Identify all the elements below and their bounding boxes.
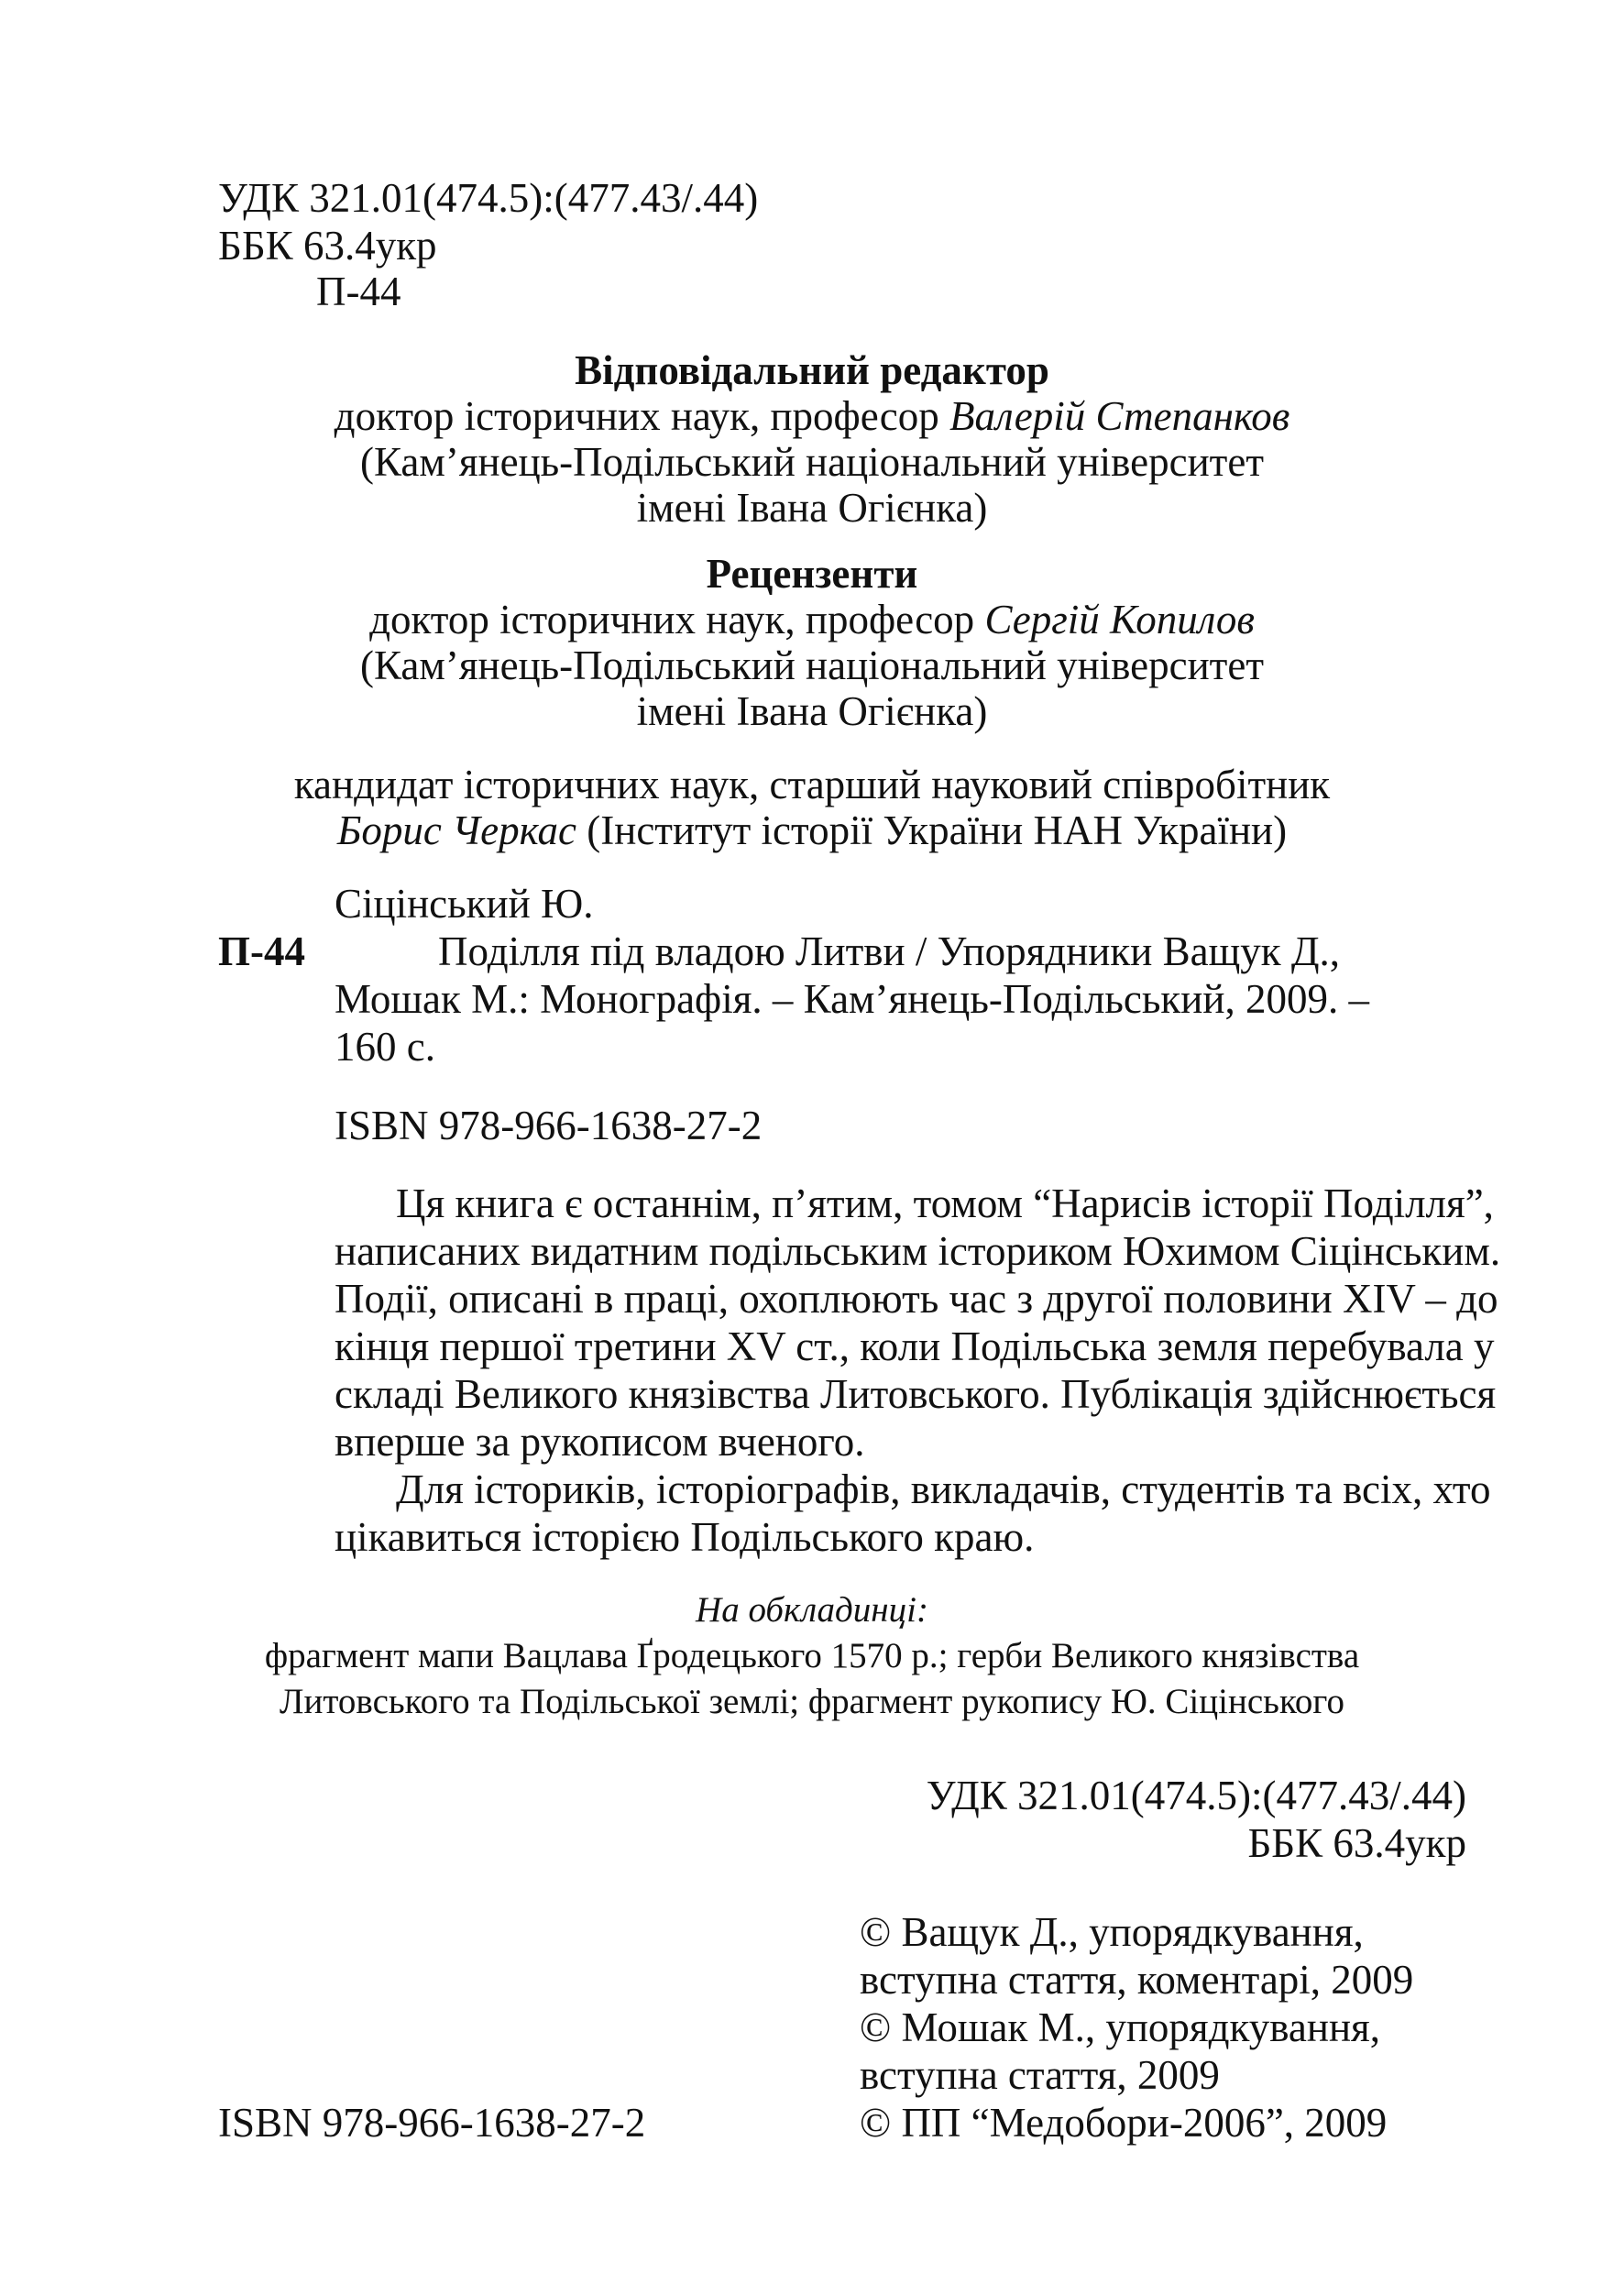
catalog-author: Сіцінський Ю.	[335, 881, 594, 927]
udk-code-top: УДК 321.01(474.5):(477.43/.44)	[218, 175, 759, 221]
udk-code-bottom: УДК 321.01(474.5):(477.43/.44)	[926, 1773, 1466, 1818]
reviewer2-name: Борис Черкас	[336, 807, 577, 853]
annotation-line: Для істориків, історіографів, викладачів, студентів та всіх, хто	[396, 1466, 1491, 1512]
copyright-2-line2: вступна стаття, 2009	[860, 2052, 1220, 2098]
annotation-line: складі Великого князівства Литовського. Публікація здійснюється	[335, 1371, 1497, 1417]
reviewer1-affiliation-line1: (Кам’янець-Подільський національний університет	[359, 642, 1264, 688]
editor-degree: доктор історичних наук, професор	[334, 393, 939, 439]
author-mark-top: П-44	[316, 269, 401, 314]
reviewer1-degree: доктор історичних наук, професор	[369, 597, 975, 642]
reviewer2-credit	[0, 807, 1624, 855]
catalog-line3: 160 с.	[335, 1024, 435, 1070]
reviewer2-degree: кандидат історичних наук, старший науковий співробітник	[293, 762, 1331, 807]
reviewer1-affiliation-line2: імені Івана Огієнка)	[636, 688, 988, 734]
catalog-mark: П-44	[218, 928, 305, 974]
cover-heading: На обкладинці:	[696, 1590, 928, 1630]
isbn-bottom: ISBN 978-966-1638-27-2	[218, 2100, 646, 2146]
bbk-code-bottom: ББК 63.4укр	[1247, 1820, 1466, 1866]
annotation-line: написаних видатним подільським істориком Юхимом Сіцінським.	[335, 1228, 1501, 1274]
editor-heading: Відповідальний редактор	[575, 347, 1049, 393]
editor-affiliation-line1: (Кам’янець-Подільський національний університет	[359, 439, 1264, 485]
copyright-1-line1: © Ващук Д., упорядкування,	[860, 1909, 1364, 1955]
catalog-line1: Поділля під владою Литви / Упорядники Ващук Д.,	[438, 928, 1341, 974]
reviewers-heading: Рецензенти	[706, 551, 918, 597]
bbk-code-top: ББК 63.4укр	[218, 223, 437, 269]
cover-line2: Литовського та Подільської землі; фрагмент рукопису Ю. Сіцінського	[280, 1682, 1344, 1721]
annotation-line: Ця книга є останнім, п’ятим, томом “Нарисів історії Поділля”,	[396, 1180, 1494, 1226]
editor-name: Валерій Степанков	[949, 393, 1290, 439]
copyright-3: © ПП “Медобори-2006”, 2009	[860, 2100, 1388, 2146]
reviewer2-affiliation: (Інститут історії України НАН України)	[587, 807, 1288, 853]
cover-line1: фрагмент мапи Вацлава Ґродецького 1570 р.; герби Великого князівства	[264, 1636, 1360, 1675]
catalog-line2: Мошак М.: Монографія. – Кам’янець-Подільський, 2009. –	[335, 976, 1369, 1022]
copyright-1-line2: вступна стаття, коментарі, 2009	[860, 1957, 1414, 2003]
reviewer1-credit	[0, 596, 1624, 644]
annotation-line: Події, описані в праці, охоплюють час з другої половини XIV – до	[335, 1276, 1498, 1322]
annotation-line: кінця першої третини XV ст., коли Подільська земля перебувала у	[335, 1323, 1495, 1369]
editor-credit	[0, 392, 1624, 441]
annotation-line: цікавиться історією Подільського краю.	[335, 1514, 1035, 1560]
editor-affiliation-line2: імені Івана Огієнка)	[636, 485, 988, 531]
copyright-2-line1: © Мошак М., упорядкування,	[860, 2004, 1380, 2050]
catalog-isbn: ISBN 978-966-1638-27-2	[335, 1103, 763, 1148]
annotation-line: вперше за рукописом вченого.	[335, 1419, 865, 1465]
reviewer1-name: Сергій Копилов	[984, 597, 1255, 642]
